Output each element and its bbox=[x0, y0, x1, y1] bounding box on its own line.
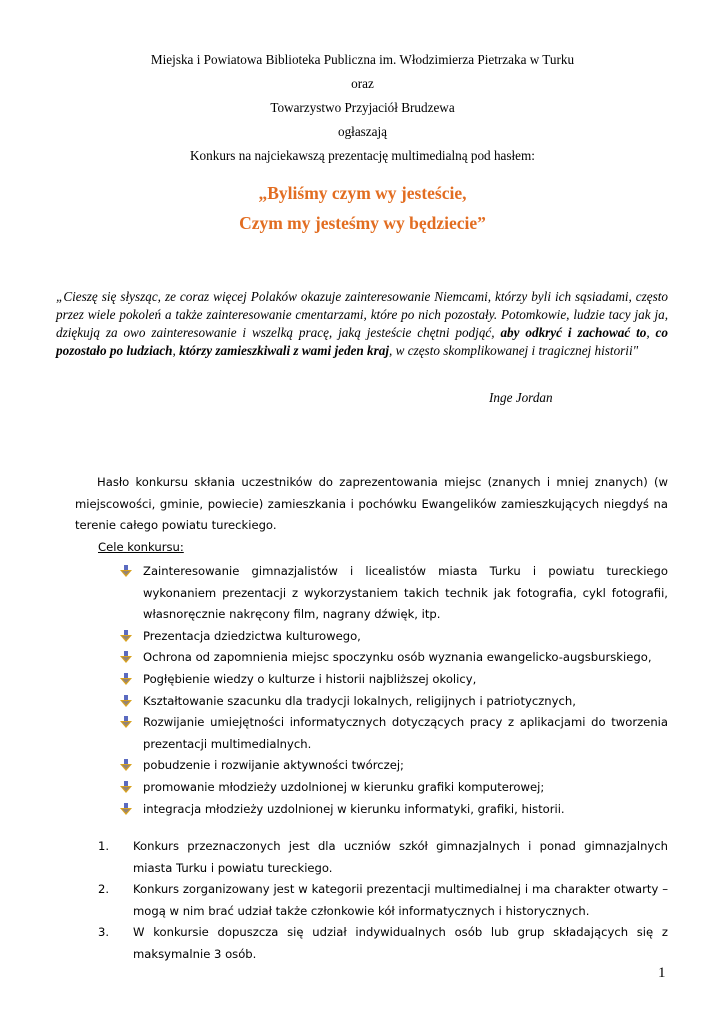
rule-text: W konkursie dopuszcza się udział indywidualnych osób lub grup składających się z maksymalnie 3 osób. bbox=[133, 925, 668, 961]
arrow-bullet-icon bbox=[120, 759, 132, 772]
rule-item bbox=[98, 879, 668, 922]
arrow-bullet-icon bbox=[120, 781, 132, 794]
arrow-bullet-icon bbox=[120, 651, 132, 664]
goals-heading: Cele konkursu: bbox=[98, 540, 184, 554]
quote-block bbox=[56, 288, 668, 360]
arrow-bullet-icon bbox=[120, 565, 132, 578]
goal-item-text: Rozwijanie umiejętności informatycznych dotyczących pracy z aplikacjami do tworzenia prezentacji multimedialnych. bbox=[143, 715, 668, 751]
rules-list bbox=[98, 836, 668, 966]
conjunction: oraz bbox=[351, 76, 374, 91]
quote-text-2: , w często skomplikowanej i tragicznej historii" bbox=[389, 343, 639, 358]
rule-number: 3. bbox=[98, 925, 110, 940]
goal-item bbox=[118, 777, 668, 799]
goal-item bbox=[118, 647, 668, 669]
contest-title: Konkurs na najciekawszą prezentację multimedialną pod hasłem: bbox=[190, 148, 535, 163]
goal-item bbox=[118, 691, 668, 713]
organizer-library: Miejska i Powiatowa Biblioteka Publiczna im. Włodzimierza Pietrzaka w Turku bbox=[150, 52, 575, 67]
arrow-bullet-icon bbox=[120, 673, 132, 686]
goal-item-text: Pogłębienie wiedzy o kulturze i historii najbliższej okolicy, bbox=[143, 671, 477, 686]
goal-item bbox=[118, 561, 668, 626]
slogan-line-2: Czym my jesteśmy wy będziecie” bbox=[239, 213, 486, 233]
intro-text: Hasło konkursu skłania uczestników do zaprezentowania miejsc (znanych i mniej znanych) (w miejscowości, gminie, powiecie) zamieszkania i pochówku Ewangelików zamieszkujących niegdyś na terenie całego powiatu tureckiego. bbox=[75, 475, 668, 533]
rule-text: Konkurs zorganizowany jest w kategorii prezentacji multimedialnej i ma charakter otwarty – mogą w nim brać udział także członkowie kół informatycznych i historycznych. bbox=[133, 882, 668, 918]
goal-item-text: Ochrona od zapomnienia miejsc spoczynku osób wyznania ewangelicko-augsburskiego, bbox=[143, 650, 652, 665]
arrow-bullet-icon bbox=[120, 803, 132, 816]
goals-list bbox=[118, 561, 668, 820]
rule-text: Konkurs przeznaczonych jest dla uczniów szkół gimnazjalnych i ponad gimnazjalnych miasta Turku i powiatu tureckiego. bbox=[133, 839, 668, 875]
goal-item-text: Kształtowanie szacunku dla tradycji lokalnych, religijnych i patriotycznych, bbox=[143, 693, 576, 708]
quote-bold-3: którzy zamieszkiwali z wami jeden kraj bbox=[179, 343, 390, 358]
goal-item-text: pobudzenie i rozwijanie aktywności twórczej; bbox=[143, 758, 404, 773]
rule-item bbox=[98, 922, 668, 965]
organizer-society: Towarzystwo Przyjaciół Brudzewa bbox=[270, 100, 455, 115]
intro-paragraph bbox=[75, 472, 668, 537]
goal-item bbox=[118, 799, 668, 821]
goal-item bbox=[118, 712, 668, 755]
announce-word: ogłaszają bbox=[337, 124, 388, 139]
goal-item-text: integracja młodzieży uzdolnionej w kierunku informatyki, grafiki, historii. bbox=[143, 801, 565, 816]
rule-item bbox=[98, 836, 668, 879]
quote-sep-1: , bbox=[646, 325, 656, 340]
goal-item bbox=[118, 755, 668, 777]
rule-number: 1. bbox=[98, 839, 110, 853]
quote-bold-2: co pozostało po ludziach bbox=[56, 325, 668, 358]
quote-text-1: „Cieszę się słysząc, ze coraz więcej Polaków okazuje zainteresowanie Niemcami, którzy byli ich sąsiadami, często przez wiele pokoleń a także zainteresowanie cmentarzami, które po nich pozostały. Potomkowie, ludzie tacy jak ja, dziękują za owo zainteresowanie i wszelką pracę, jaką jesteście chętni podjąć, bbox=[56, 289, 668, 340]
arrow-bullet-icon bbox=[120, 630, 132, 643]
goal-item-text: promowanie młodzieży uzdolnionej w kierunku grafiki komputerowej; bbox=[143, 779, 545, 794]
goal-item bbox=[118, 626, 668, 648]
arrow-bullet-icon bbox=[120, 716, 132, 729]
quote-sep-2: , bbox=[172, 343, 180, 358]
quote-bold-1: aby odkryć i zachować to bbox=[500, 325, 647, 340]
slogan-line-1: „Byliśmy czym wy jesteście, bbox=[258, 183, 467, 203]
goal-item bbox=[118, 669, 668, 691]
rule-number: 2. bbox=[98, 882, 110, 897]
goal-item-text: Zainteresowanie gimnazjalistów i licealistów miasta Turku i powiatu tureckiego wykonaniem prezentacji z wykorzystaniem takich technik jak fotografia, cykl fotografii, własnoręcznie nakręcony film, nagrany dźwięk, itp. bbox=[143, 564, 668, 622]
quote-author: Inge Jordan bbox=[489, 390, 553, 405]
arrow-bullet-icon bbox=[120, 695, 132, 708]
goal-item-text: Prezentacja dziedzictwa kulturowego, bbox=[143, 628, 361, 643]
page-number: 1 bbox=[658, 965, 666, 981]
